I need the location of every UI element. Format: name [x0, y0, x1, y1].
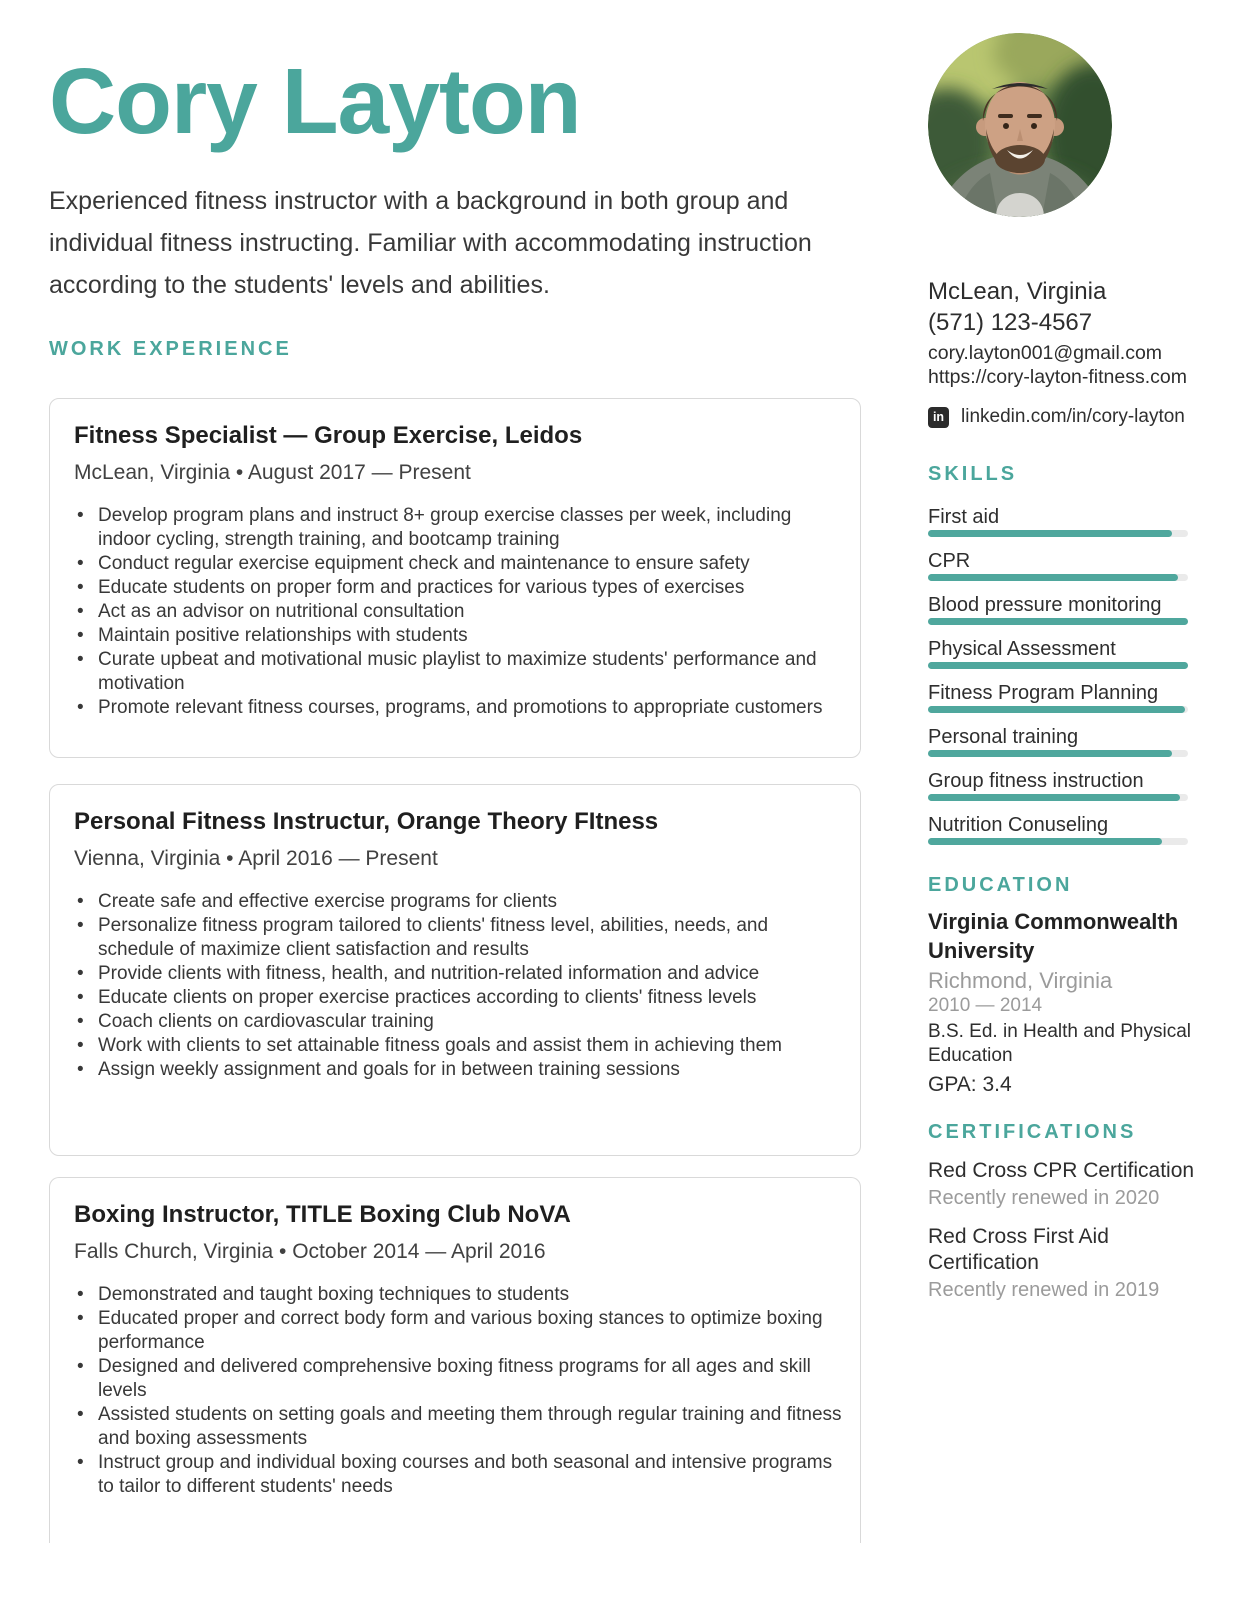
contact-location: McLean, Virginia — [928, 278, 1107, 305]
skill-bar-fill — [928, 530, 1172, 537]
job-bullets — [74, 1283, 842, 1499]
education-years: 2010 — 2014 — [928, 995, 1043, 1016]
job-bullet: • Designed and delivered comprehensive boxing fitness programs for all ages and skill levels — [74, 1355, 842, 1403]
education-gpa: GPA: 3.4 — [928, 1073, 1012, 1096]
certification-name: Red Cross CPR Certification — [928, 1159, 1195, 1182]
skill-row: Physical Assessment — [928, 638, 1200, 669]
skill-bar-fill — [928, 706, 1185, 713]
job-meta: McLean, Virginia • August 2017 — Present — [74, 461, 471, 484]
skills-list — [928, 506, 1200, 845]
skill-bar-track — [928, 794, 1188, 801]
linkedin-row — [928, 406, 1200, 428]
linkedin-url: linkedin.com/in/cory-layton — [961, 406, 1185, 427]
skill-bar-track — [928, 750, 1188, 757]
job-title: Fitness Specialist — Group Exercise, Leidos — [74, 422, 583, 449]
skill-bar-track — [928, 706, 1188, 713]
skill-bar-track — [928, 574, 1188, 581]
job-bullets — [74, 890, 842, 1082]
resume-sidebar — [928, 0, 1200, 1303]
certification-note: Recently renewed in 2019 — [928, 1279, 1160, 1301]
page-title: Cory Layton — [49, 49, 581, 153]
certifications-section-title: CERTIFICATIONS — [928, 1121, 1137, 1143]
contact-phone: (571) 123-4567 — [928, 309, 1093, 336]
education-section-title: EDUCATION — [928, 874, 1073, 896]
work-experience-section-title: WORK EXPERIENCE — [49, 338, 292, 360]
skill-row: Personal training — [928, 726, 1200, 757]
job-bullet: • Work with clients to set attainable fitness goals and assist them in achieving them — [74, 1034, 842, 1058]
job-bullet: • Demonstrated and taught boxing techniques to students — [74, 1283, 842, 1307]
skill-row: CPR — [928, 550, 1200, 581]
skill-bar-fill — [928, 750, 1172, 757]
education-school: Virginia Commonwealth University — [928, 909, 1179, 963]
job-bullet: • Develop program plans and instruct 8+ group exercise classes per week, including indoor cycling, strength training, and bootcamp training — [74, 504, 842, 552]
job-card-personal-fitness-instructor — [49, 784, 861, 1156]
resume-main-column — [49, 0, 861, 1543]
skill-row: Group fitness instruction — [928, 770, 1200, 801]
education-degree: B.S. Ed. in Health and Physical Education — [928, 1021, 1191, 1066]
job-card-boxing-instructor — [49, 1177, 861, 1543]
job-meta: Vienna, Virginia • April 2016 — Present — [74, 847, 438, 870]
job-bullet: • Educated proper and correct body form and various boxing stances to optimize boxing performance — [74, 1307, 842, 1355]
job-bullet: • Instruct group and individual boxing courses and both seasonal and intensive programs to tailor to different students' needs — [74, 1451, 842, 1499]
skill-bar-track — [928, 662, 1188, 669]
skill-bar-track — [928, 838, 1188, 845]
education-location: Richmond, Virginia — [928, 968, 1113, 993]
summary-text: Experienced fitness instructor with a background in both group and individual fitness instructing. Familiar with accommodating instruction according to the students' levels and abilities. — [49, 187, 812, 299]
job-meta: Falls Church, Virginia • October 2014 — April 2016 — [74, 1240, 546, 1263]
skill-bar-fill — [928, 574, 1178, 581]
certification-note: Recently renewed in 2020 — [928, 1187, 1160, 1209]
job-bullet: • Assign weekly assignment and goals for in between training sessions — [74, 1058, 842, 1082]
job-bullet: • Curate upbeat and motivational music playlist to maximize students' performance and motivation — [74, 648, 842, 696]
job-bullet: • Educate clients on proper exercise practices according to clients' fitness levels — [74, 986, 842, 1010]
job-bullets — [74, 504, 842, 720]
skill-bar-track — [928, 618, 1188, 625]
skill-row: First aid — [928, 506, 1200, 537]
profile-photo — [928, 33, 1112, 217]
certification-name: Red Cross First Aid Certification — [928, 1225, 1109, 1274]
skill-bar-fill — [928, 618, 1188, 625]
job-card-fitness-specialist — [49, 398, 861, 758]
contact-website: https://cory-layton-fitness.com — [928, 365, 1188, 388]
job-bullet: • Conduct regular exercise equipment check and maintenance to ensure safety — [74, 552, 842, 576]
job-bullet: • Personalize fitness program tailored to clients' fitness level, abilities, needs, and schedule of maximize client satisfaction and results — [74, 914, 842, 962]
skill-row: Fitness Program Planning — [928, 682, 1200, 713]
job-bullet: • Coach clients on cardiovascular training — [74, 1010, 842, 1034]
contact-email: cory.layton001@gmail.com — [928, 342, 1163, 364]
skill-bar-track — [928, 530, 1188, 537]
job-title: Personal Fitness Instructur, Orange Theory FItness — [74, 808, 659, 835]
linkedin-icon: in — [928, 407, 949, 428]
skills-section-title: SKILLS — [928, 463, 1018, 485]
job-bullet: • Act as an advisor on nutritional consultation — [74, 600, 842, 624]
job-bullet: • Assisted students on setting goals and meeting them through regular training and fitness and boxing assessments — [74, 1403, 842, 1451]
skill-bar-fill — [928, 794, 1180, 801]
skill-bar-fill — [928, 662, 1188, 669]
skill-bar-fill — [928, 838, 1162, 845]
job-bullet: • Create safe and effective exercise programs for clients — [74, 890, 842, 914]
job-bullet: • Educate students on proper form and practices for various types of exercises — [74, 576, 842, 600]
skill-row: Blood pressure monitoring — [928, 594, 1200, 625]
skill-row: Nutrition Conuseling — [928, 814, 1200, 845]
job-bullet: • Maintain positive relationships with students — [74, 624, 842, 648]
job-bullet: • Provide clients with fitness, health, and nutrition-related information and advice — [74, 962, 842, 986]
job-bullet: • Promote relevant fitness courses, programs, and promotions to appropriate customers — [74, 696, 842, 720]
job-title: Boxing Instructor, TITLE Boxing Club NoVA — [74, 1201, 571, 1228]
